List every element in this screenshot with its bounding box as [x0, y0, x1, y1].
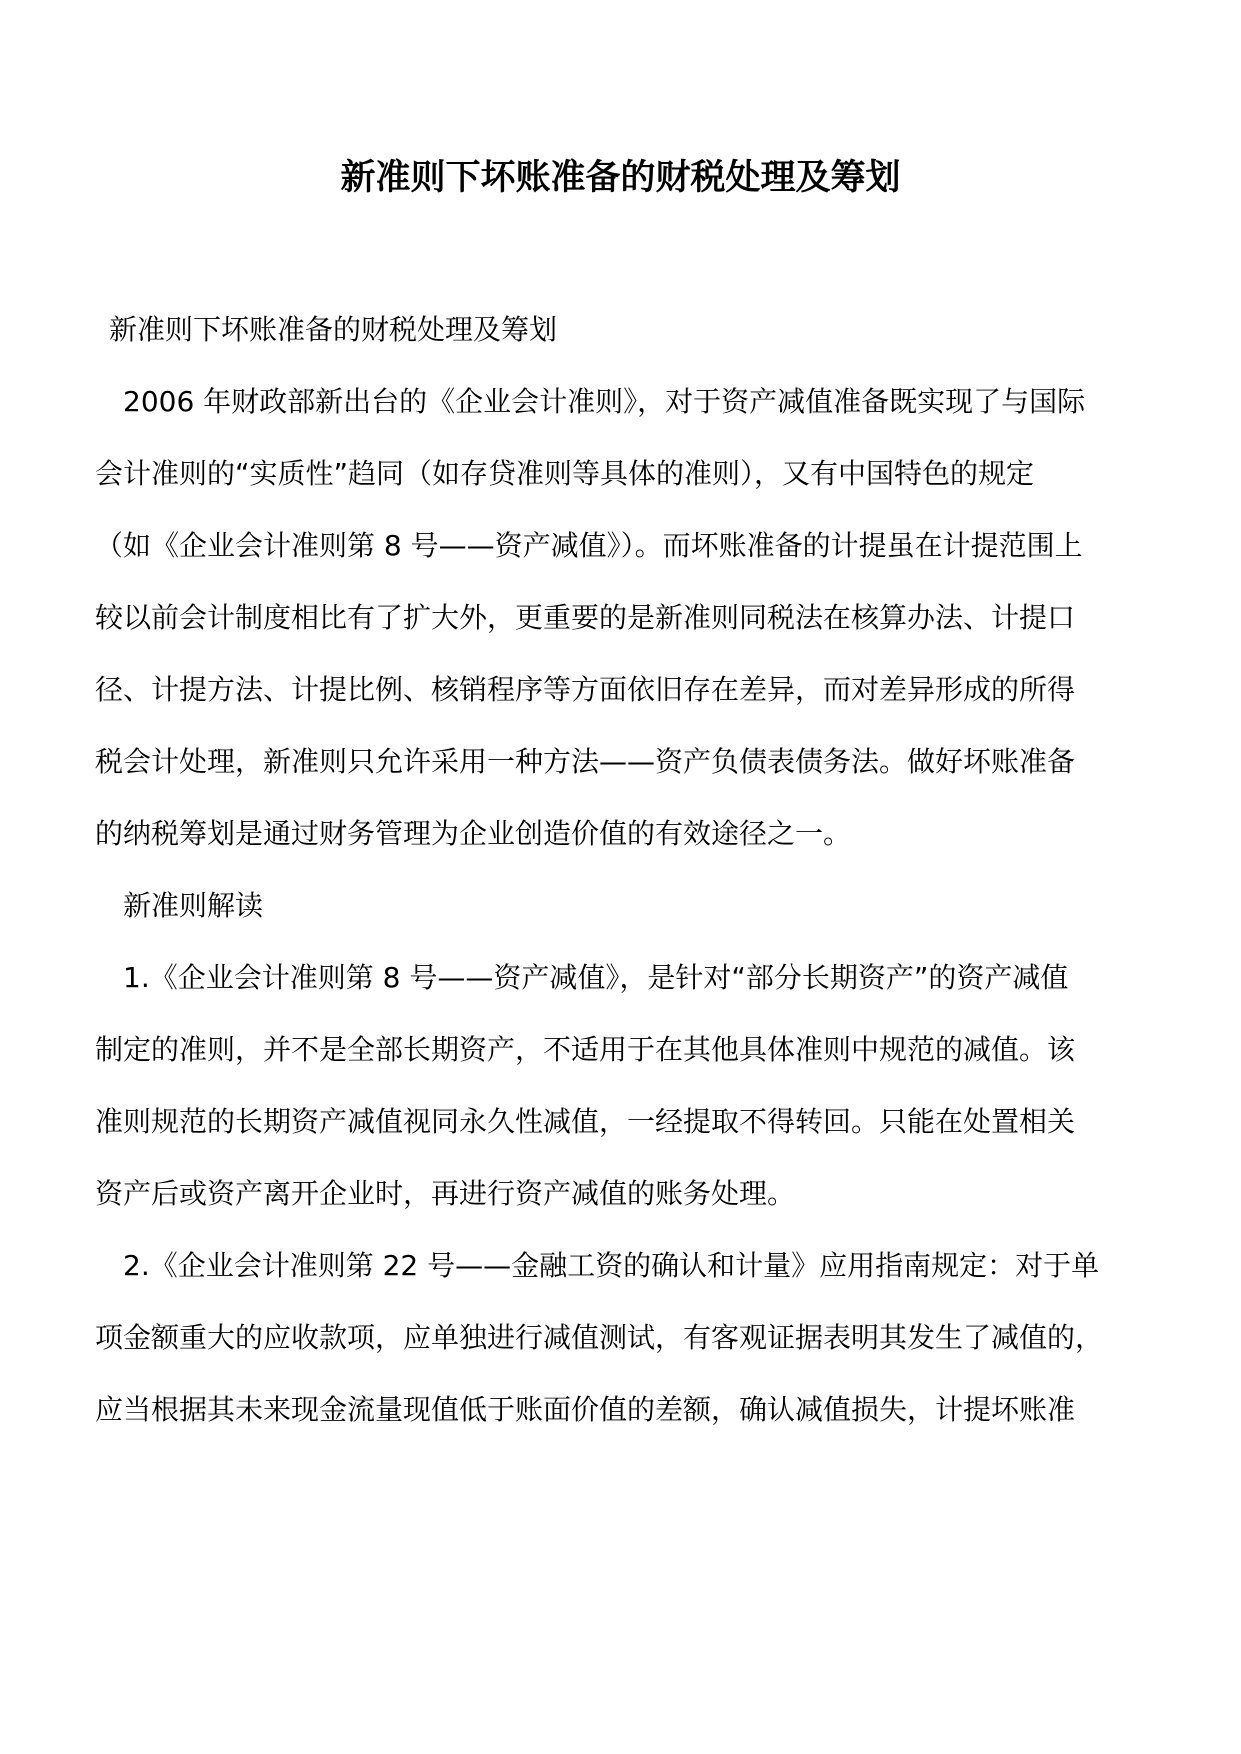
paragraph-line: 会计准则的“实质性”趋同（如存贷准则等具体的准则），又有中国特色的规定	[95, 457, 1035, 490]
paragraph-line: 2006 年财政部新出台的《企业会计准则》，对于资产减值准备既实现了与国际	[123, 385, 1086, 418]
document-title: 新准则下坏账准备的财税处理及筹划	[340, 157, 901, 198]
paragraph-line: 较以前会计制度相比有了扩大外，更重要的是新准则同税法在核算办法、计提口	[95, 601, 1076, 634]
list-item-line: 制定的准则，并不是全部长期资产，不适用于在其他具体准则中规范的减值。该	[95, 1033, 1076, 1066]
list-item-line: 应当根据其未来现金流量现值低于账面价值的差额，确认减值损失，计提坏账准	[95, 1393, 1076, 1426]
paragraph-line: 的纳税筹划是通过财务管理为企业创造价值的有效途径之一。	[95, 817, 852, 850]
list-item-line: 1.《企业会计准则第 8 号——资产减值》，是针对“部分长期资产”的资产减值	[123, 961, 1069, 994]
document-subtitle: 新准则下坏账准备的财税处理及筹划	[109, 313, 558, 346]
list-item-line: 准则规范的长期资产减值视同永久性减值，一经提取不得转回。只能在处置相关	[95, 1105, 1076, 1138]
list-item-line: 2.《企业会计准则第 22 号——金融工资的确认和计量》应用指南规定：对于单	[123, 1249, 1100, 1282]
paragraph-line: （如《企业会计准则第 8 号——资产减值》）。而坏账准备的计提虽在计提范围上	[95, 529, 1083, 562]
paragraph-line: 税会计处理，新准则只允许采用一种方法——资产负债表债务法。做好坏账准备	[95, 745, 1076, 778]
list-item-line: 项金额重大的应收款项，应单独进行减值测试，有客观证据表明其发生了减值的，	[95, 1321, 1104, 1354]
paragraph-line: 径、计提方法、计提比例、核销程序等方面依旧存在差异，而对差异形成的所得	[95, 673, 1076, 706]
list-item-line: 资产后或资产离开企业时，再进行资产减值的账务处理。	[95, 1177, 796, 1210]
section-heading: 新准则解读	[123, 889, 264, 922]
